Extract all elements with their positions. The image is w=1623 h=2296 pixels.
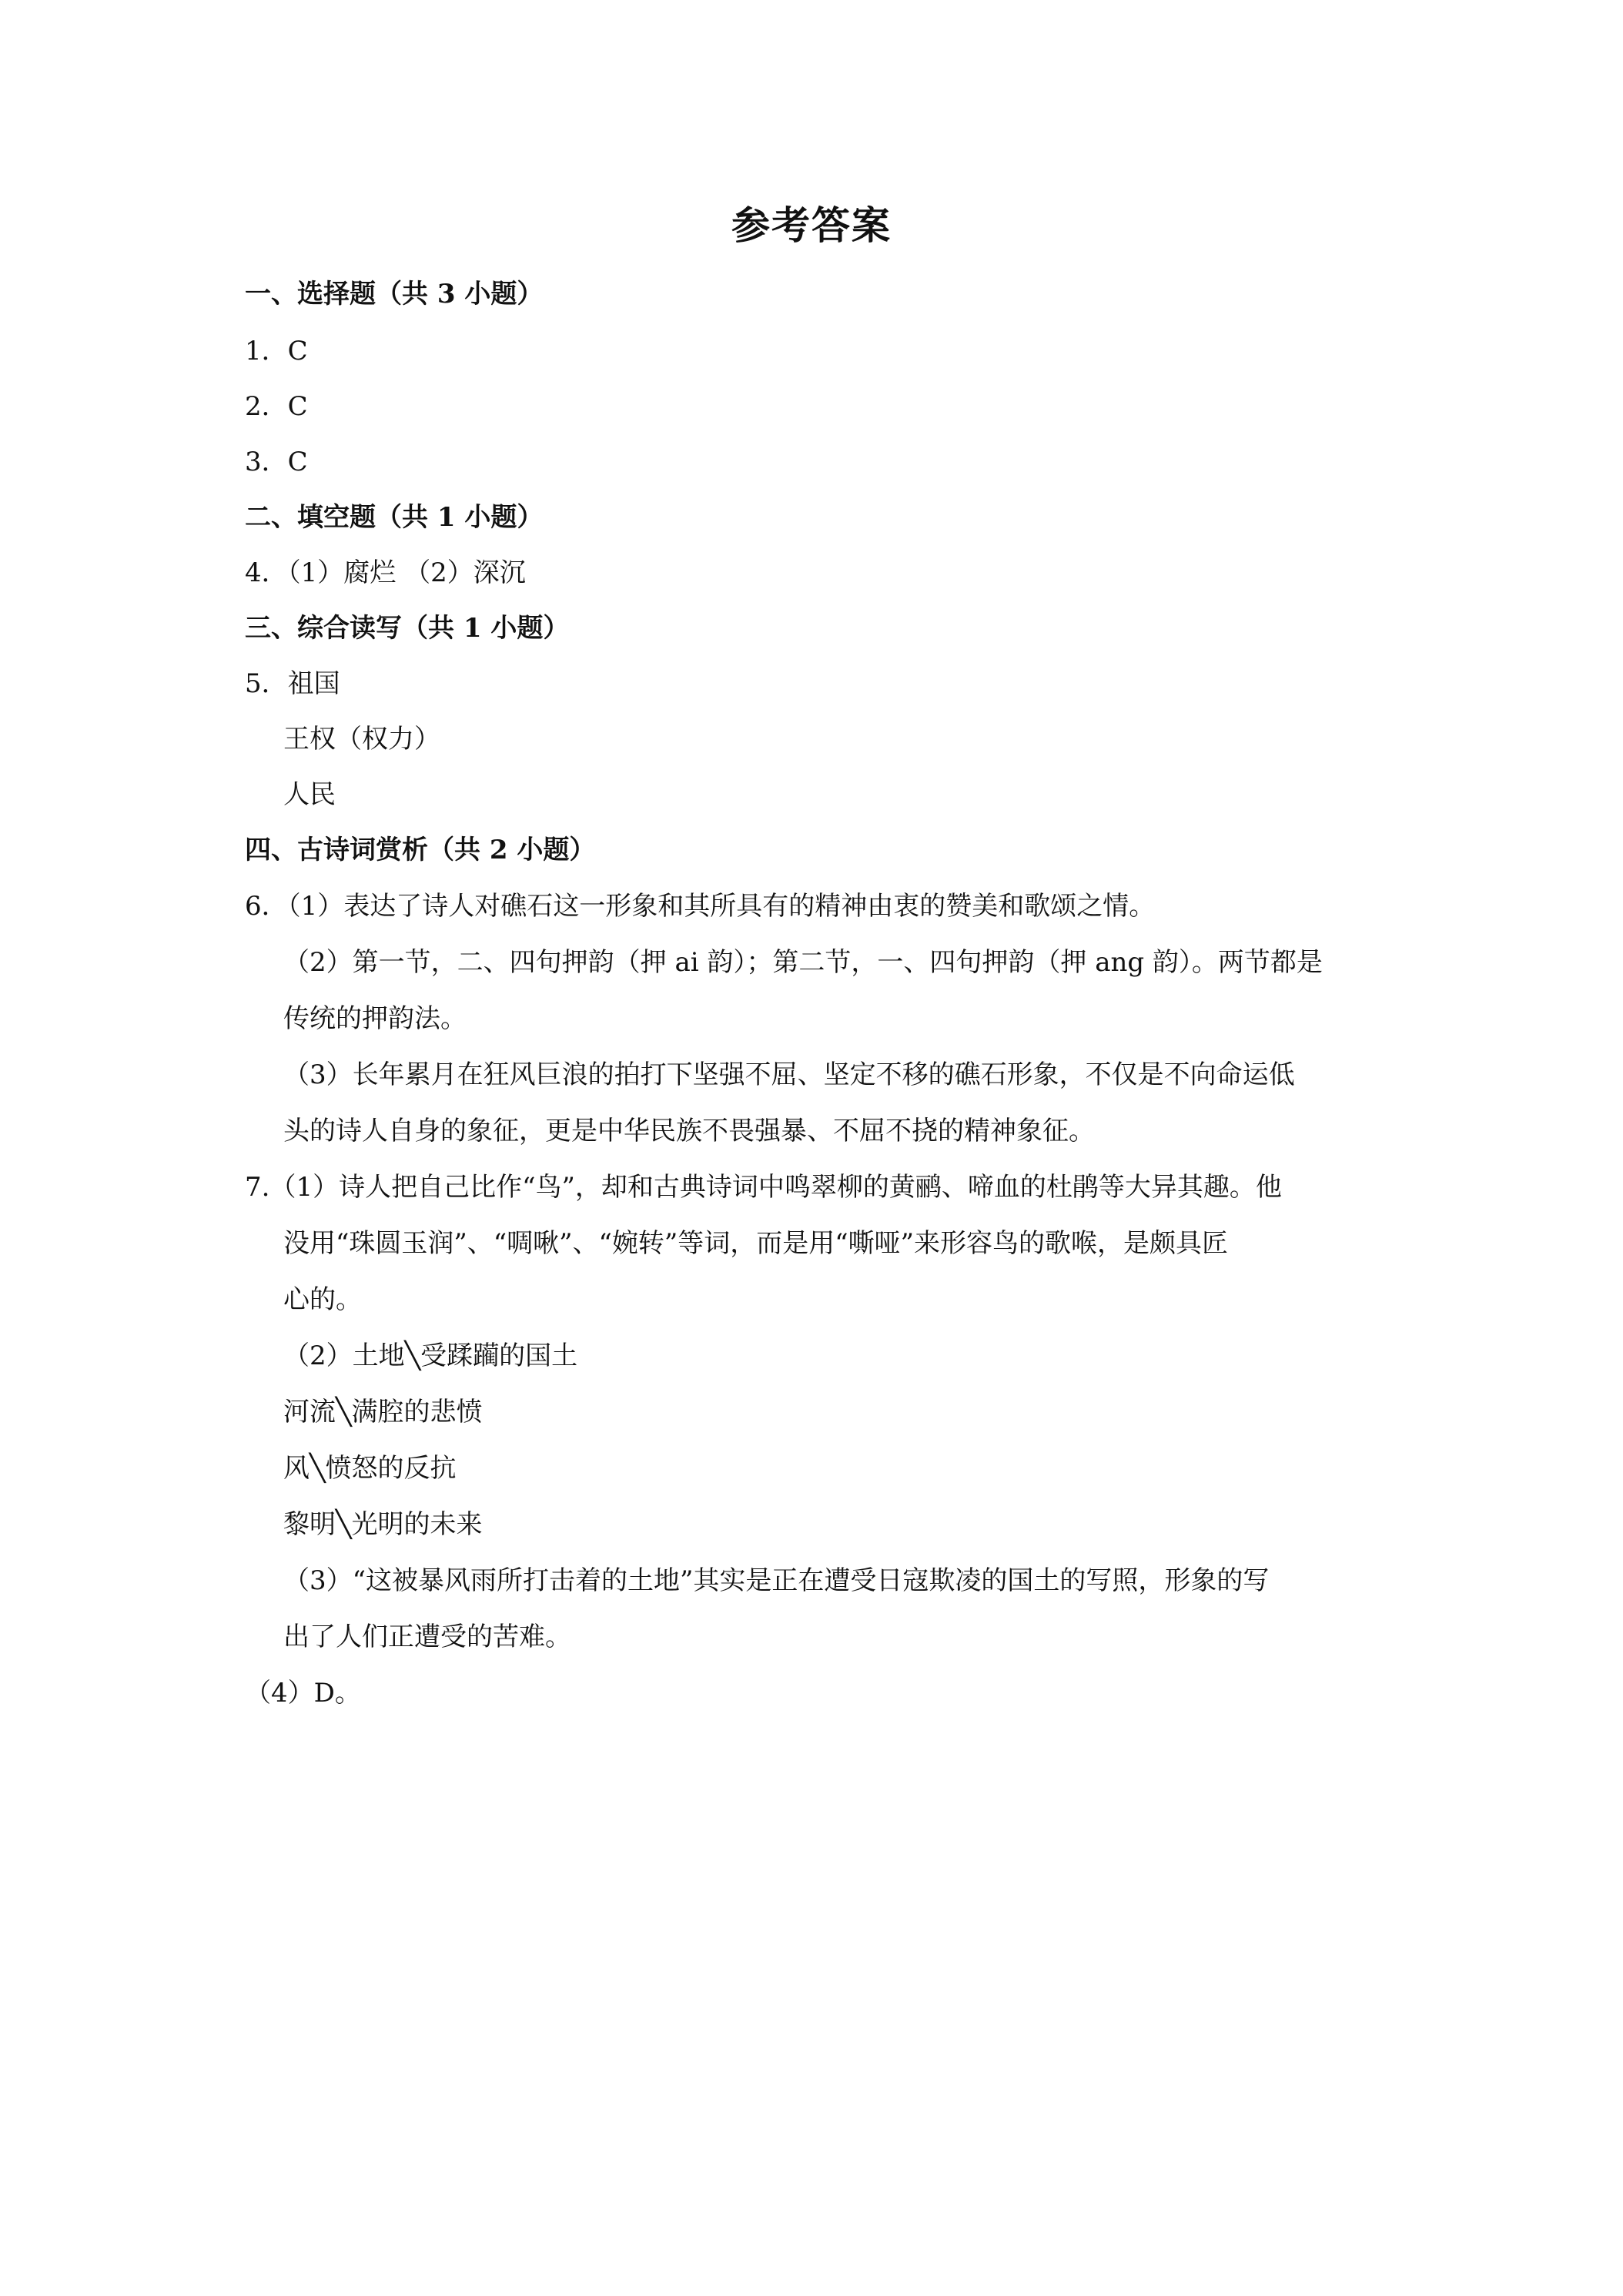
answer-7-line-2: 没用“珠圆玉润”、“啁啾”、“婉转”等词，而是用“嘶哑”来形容鸟的歌喉，是颇具匠 <box>283 1228 1229 1259</box>
answer-4: 4．（1）腐烂 （2）深沉 <box>245 557 526 588</box>
answer-7-line-4: （2）土地╲受蹂躏的国土 <box>283 1340 578 1371</box>
answer-7-line-5: 河流╲满腔的悲愤 <box>283 1397 483 1427</box>
answer-2: 2．C <box>245 391 308 422</box>
answer-6-line-2: （2）第一节，二、四句押韵（押 ai 韵）；第二节，一、四句押韵（押 ang 韵）。两节都是 <box>283 947 1323 978</box>
answer-3: 3．C <box>245 447 308 477</box>
answer-7-line-1: 7.（1）诗人把自己比作“鸟”，却和古典诗词中鸣翠柳的黄鹂、啼血的杜鹃等大异其趣。他 <box>245 1172 1282 1203</box>
section-heading-choice: 一、选择题（共 3 小题） <box>245 279 544 310</box>
page-title: 参考答案 <box>731 202 892 248</box>
answer-7-line-3: 心的。 <box>283 1284 362 1315</box>
answer-7-line-9: 出了人们正遭受的苦难。 <box>283 1622 571 1652</box>
answer-6-line-3: 传统的押韵法。 <box>283 1003 467 1034</box>
answer-6-line-1: 6．（1）表达了诗人对礁石这一形象和其所具有的精神由衷的赞美和歌颂之情。 <box>245 891 1156 922</box>
answer-7-line-6: 风╲愤怒的反抗 <box>283 1453 457 1484</box>
section-heading-poetry-appreciation: 四、古诗词赏析（共 2 小题） <box>245 835 596 865</box>
section-heading-fill-blank: 二、填空题（共 1 小题） <box>245 502 544 533</box>
answer-5-line-2: 王权（权力） <box>283 724 440 755</box>
answer-5-line-1: 5．祖国 <box>245 668 340 699</box>
answer-7-line-8: （3）“这被暴风雨所打击着的土地”其实是正在遭受日寇欺凌的国土的写照，形象的写 <box>283 1565 1270 1596</box>
answer-7-line-10: （4）D。 <box>245 1678 361 1709</box>
answer-6-line-4: （3）长年累月在狂风巨浪的拍打下坚强不屈、坚定不移的礁石形象，不仅是不向命运低 <box>283 1059 1295 1090</box>
answer-5-line-3: 人民 <box>283 779 336 810</box>
answer-6-line-5: 头的诗人自身的象征，更是中华民族不畏强暴、不屈不挠的精神象征。 <box>283 1116 1095 1146</box>
answer-1: 1．C <box>245 336 308 366</box>
section-heading-reading-writing: 三、综合读写（共 1 小题） <box>245 613 570 644</box>
answer-7-line-7: 黎明╲光明的未来 <box>283 1509 483 1540</box>
